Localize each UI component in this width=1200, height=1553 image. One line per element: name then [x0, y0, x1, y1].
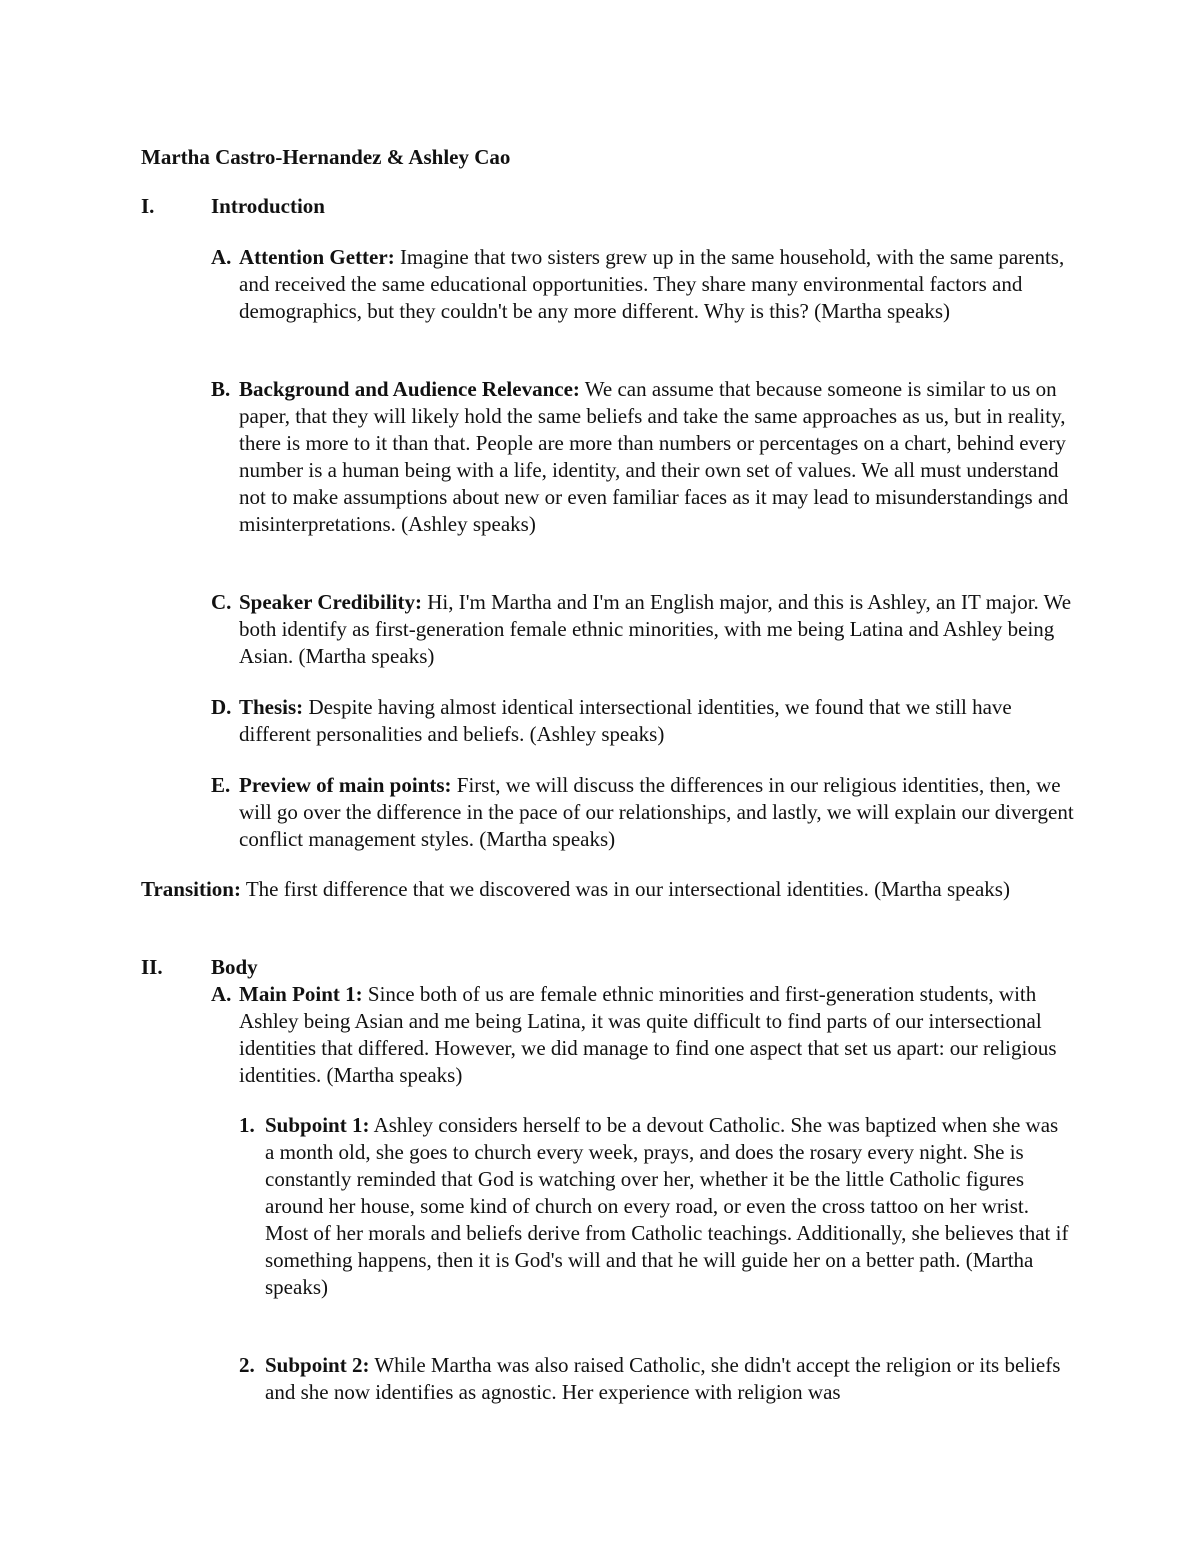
item-c-letter: C.: [211, 590, 232, 614]
section-2-numeral: II.: [141, 955, 163, 979]
authors-heading: [141, 144, 510, 171]
subpoint-1: [265, 1112, 1070, 1301]
item-label: Speaker Credibility:: [239, 590, 422, 614]
item-label: Background and Audience Relevance:: [239, 377, 580, 401]
section-1-numeral: I.: [141, 194, 155, 218]
item-label: Preview of main points:: [239, 773, 452, 797]
main-point-letter: A.: [211, 982, 232, 1006]
item-text: We can assume that because someone is similar to us on paper, that they will likely hold the same beliefs and take the same approaches as us, but in reality, there is more to it than that. People are more than numbers or percentages on a chart, behind every number is a human being with a life, identity, and their own set of values. We all must understand not to make assumptions about new or even familiar faces as it may lead to misunderstandings and misinterpretations. (Ashley speaks): [239, 377, 1069, 536]
item-e-letter: E.: [211, 773, 231, 797]
main-point-label: Main Point 1:: [239, 982, 363, 1006]
item-thesis: [239, 694, 1074, 748]
section-2-title: Body: [211, 955, 258, 979]
item-background-relevance: [239, 376, 1074, 538]
transition-label: Transition:: [141, 877, 241, 901]
transition: [141, 876, 1061, 903]
subpoint-1-number: 1.: [239, 1113, 255, 1137]
item-attention-getter: [239, 244, 1074, 325]
item-text: Imagine that two sisters grew up in the same household, with the same parents, and received the same educational opportunities. They share many environmental factors and demographics, but they couldn't be any more different. Why is this? (Martha speaks): [239, 245, 1065, 323]
item-a-letter: A.: [211, 245, 232, 269]
authors-text: Martha Castro-Hernandez & Ashley Cao: [141, 145, 511, 169]
subpoint-label: Subpoint 2:: [265, 1353, 370, 1377]
item-text: First, we will discuss the differences in our religious identities, then, we will go over the difference in the pace of our relationships, and lastly, we will explain our divergent conflict management styles. (Martha speaks): [239, 773, 1074, 851]
item-text: Despite having almost identical intersectional identities, we found that we still have different personalities and beliefs. (Ashley speaks): [239, 695, 1012, 746]
item-text: Hi, I'm Martha and I'm an English major, and this is Ashley, an IT major. We both identify as first-generation female ethnic minorities, with me being Latina and Ashley being Asian. (Martha speaks): [239, 590, 1072, 668]
item-speaker-credibility: [239, 589, 1074, 670]
item-d-letter: D.: [211, 695, 232, 719]
subpoint-text: Ashley considers herself to be a devout Catholic. She was baptized when she was a month old, she goes to church every week, prays, and does the rosary every night. She is constantly reminded that God is watching over her, whether it be the little Catholic figures around her house, some kind of church on every road, or even the cross tattoo on her wrist. Most of her morals and beliefs derive from Catholic teachings. Additionally, she believes that if something happens, then it is God's will and that he will guide her on a better path. (Martha speaks): [265, 1113, 1069, 1299]
item-preview-main-points: [239, 772, 1074, 853]
subpoint-text: While Martha was also raised Catholic, she didn't accept the religion or its beliefs and she now identifies as agnostic. Her experience with religion was: [265, 1353, 1061, 1404]
main-point-1: [239, 981, 1074, 1089]
subpoint-label: Subpoint 1:: [265, 1113, 370, 1137]
item-label: Attention Getter:: [239, 245, 395, 269]
transition-text: The first difference that we discovered was in our intersectional identities. (Martha speaks): [245, 877, 1010, 901]
subpoint-2-number: 2.: [239, 1353, 255, 1377]
item-label: Thesis:: [239, 695, 304, 719]
section-1-title: Introduction: [211, 194, 325, 218]
subpoint-2: [265, 1352, 1070, 1406]
main-point-text: Since both of us are female ethnic minorities and first-generation students, with Ashley being Asian and me being Latina, it was quite difficult to find parts of our intersectional identities that differed. However, we did manage to find one aspect that set us apart: our religious identities. (Martha speaks): [239, 982, 1057, 1087]
item-b-letter: B.: [211, 377, 231, 401]
